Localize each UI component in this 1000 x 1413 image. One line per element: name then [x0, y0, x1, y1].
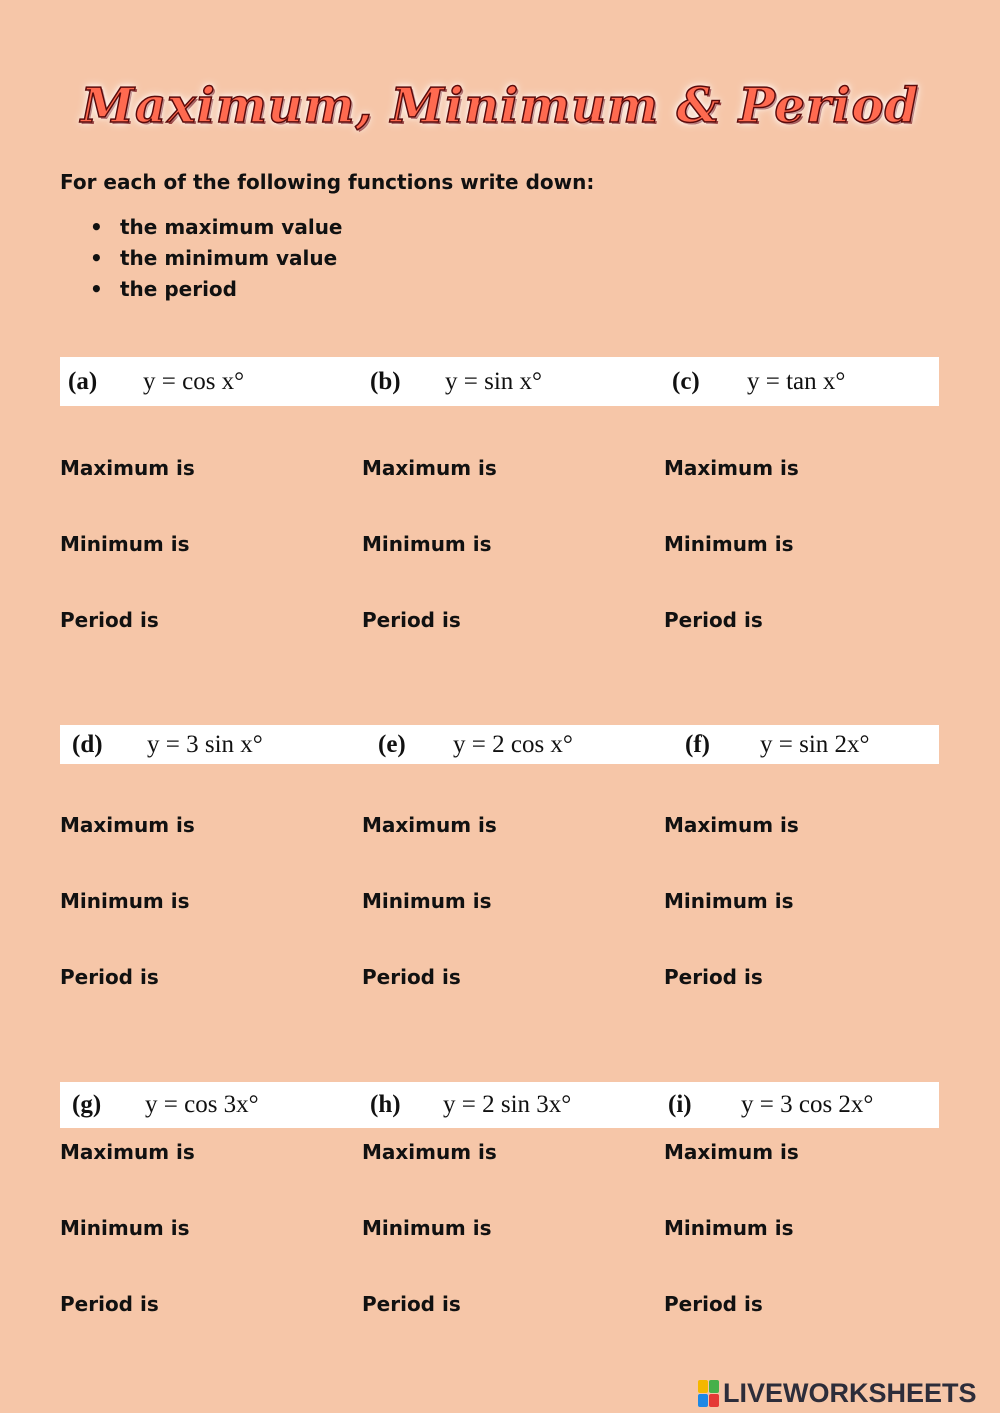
- problem-label: (i): [668, 1091, 692, 1118]
- period-label-a: Period is: [60, 608, 159, 632]
- period-label-d: Period is: [60, 965, 159, 989]
- minimum-label-e: Minimum is: [362, 889, 492, 913]
- liveworksheets-branding: [698, 1378, 977, 1409]
- worksheet-title: Maximum, Minimum & Period: [80, 78, 920, 134]
- problem-label: (c): [672, 367, 700, 395]
- maximum-label-g: Maximum is: [60, 1140, 195, 1164]
- function-c: [672, 357, 845, 406]
- equation: y = 2 cos x°: [453, 730, 573, 758]
- equation: y = 3 cos 2x°: [741, 1091, 874, 1118]
- problem-label: (h): [370, 1091, 401, 1118]
- minimum-label-d: Minimum is: [60, 889, 190, 913]
- period-label-h: Period is: [362, 1292, 461, 1316]
- problem-label: (e): [378, 730, 406, 758]
- equation: y = cos 3x°: [145, 1091, 259, 1118]
- equation: y = 3 sin x°: [147, 730, 263, 758]
- function-band-row-1: [60, 357, 939, 406]
- maximum-label-a: Maximum is: [60, 456, 195, 480]
- period-label-c: Period is: [664, 608, 763, 632]
- maximum-label-i: Maximum is: [664, 1140, 799, 1164]
- minimum-label-g: Minimum is: [60, 1216, 190, 1240]
- equation: y = sin x°: [445, 367, 543, 395]
- equation: y = tan x°: [747, 367, 846, 395]
- problem-label: (b): [370, 367, 401, 395]
- brand-name: LIVEWORKSHEETS: [723, 1378, 977, 1408]
- minimum-label-a: Minimum is: [60, 532, 190, 556]
- bullet-item: • the maximum value: [60, 212, 343, 243]
- problem-label: (g): [72, 1091, 102, 1118]
- maximum-label-f: Maximum is: [664, 813, 799, 837]
- function-g: [72, 1082, 259, 1128]
- period-label-f: Period is: [664, 965, 763, 989]
- function-d: [72, 725, 263, 764]
- problem-label: (d): [72, 730, 103, 758]
- function-a: [68, 357, 244, 406]
- function-band-row-3: [60, 1082, 939, 1128]
- function-h: [370, 1082, 571, 1128]
- function-i: [668, 1082, 873, 1128]
- problem-label: (f): [685, 730, 710, 758]
- minimum-label-i: Minimum is: [664, 1216, 794, 1240]
- bullet-item: • the minimum value: [60, 243, 343, 274]
- minimum-label-h: Minimum is: [362, 1216, 492, 1240]
- function-b: [370, 357, 542, 406]
- liveworksheets-logo-icon: [698, 1380, 720, 1408]
- minimum-label-c: Minimum is: [664, 532, 794, 556]
- maximum-label-e: Maximum is: [362, 813, 497, 837]
- maximum-label-h: Maximum is: [362, 1140, 497, 1164]
- function-f: [685, 725, 870, 764]
- maximum-label-b: Maximum is: [362, 456, 497, 480]
- bullet-list: [60, 212, 343, 305]
- problem-label: (a): [68, 367, 98, 395]
- equation: y = cos x°: [143, 367, 245, 395]
- instructions: For each of the following functions write down:: [60, 170, 595, 194]
- equation: y = sin 2x°: [760, 730, 870, 758]
- minimum-label-b: Minimum is: [362, 532, 492, 556]
- maximum-label-d: Maximum is: [60, 813, 195, 837]
- period-label-b: Period is: [362, 608, 461, 632]
- period-label-g: Period is: [60, 1292, 159, 1316]
- bullet-item: • the period: [60, 274, 343, 305]
- period-label-i: Period is: [664, 1292, 763, 1316]
- function-band-row-2: [60, 725, 939, 764]
- minimum-label-f: Minimum is: [664, 889, 794, 913]
- function-e: [378, 725, 573, 764]
- maximum-label-c: Maximum is: [664, 456, 799, 480]
- period-label-e: Period is: [362, 965, 461, 989]
- equation: y = 2 sin 3x°: [443, 1091, 572, 1118]
